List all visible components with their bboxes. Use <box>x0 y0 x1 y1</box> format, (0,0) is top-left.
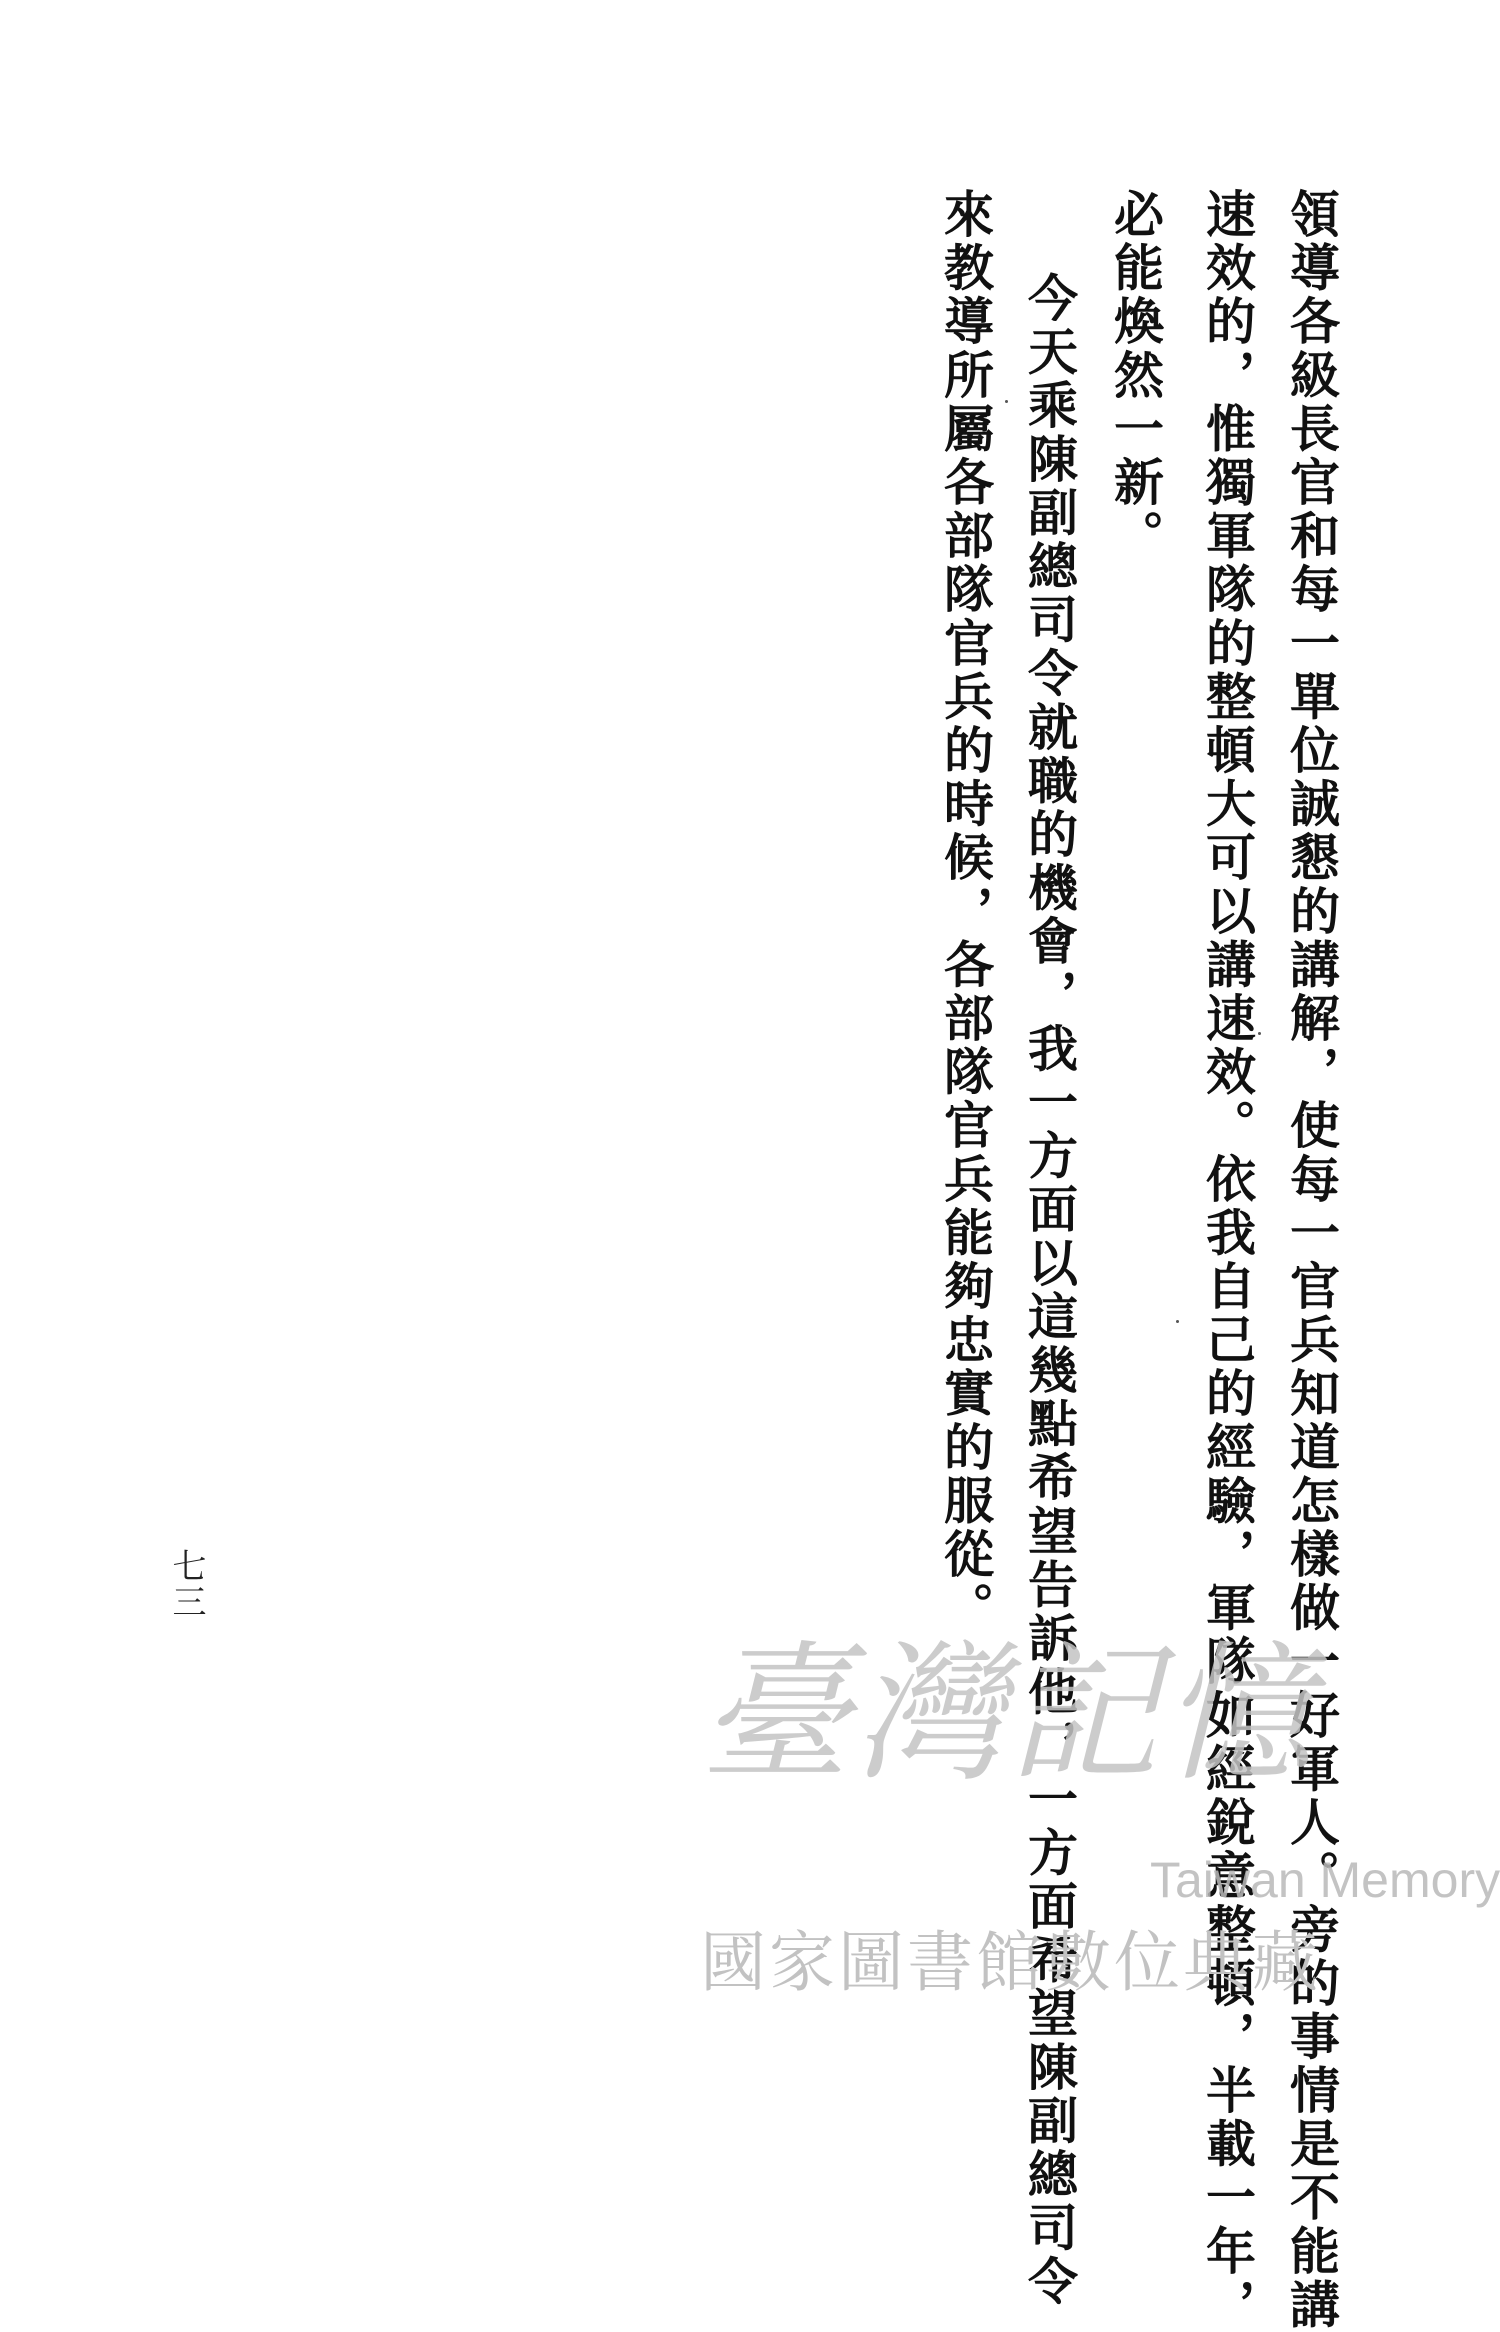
watermark-english-text: Taiwan Memory <box>1150 1852 1500 1908</box>
text-column-5: 來教導所屬各部隊官兵的時候，各部隊官兵能夠忠實的服從。 <box>936 188 995 1636</box>
text-column-3: 必能煥然一新。 <box>1106 188 1165 564</box>
scan-speck <box>1258 1032 1261 1035</box>
scan-speck <box>1005 400 1008 403</box>
text-column-4-paragraph-start: 今天乘陳副總司令就職的機會，我一方面以這幾點希望告訴他，一方面希望陳副總司令 <box>1020 272 1079 2309</box>
watermark-library-name: 國家圖書館數位典藏 <box>700 1924 1321 2001</box>
page-number: 七三 <box>166 1548 206 1620</box>
watermark-script-text: 臺灣記憶 <box>700 1628 1317 1802</box>
text-column-2: 速效的，惟獨軍隊的整頓大可以講速效。依我自己的經驗，軍隊如經銳意整頓，半載一年， <box>1198 188 1257 2332</box>
text-column-1: 領導各級長官和每一單位誠懇的講解，使每一官兵知道怎樣做一好軍人。旁的事情是不能講 <box>1282 188 1341 2332</box>
library-watermark <box>680 1628 1500 2040</box>
scan-speck <box>1176 1320 1179 1323</box>
